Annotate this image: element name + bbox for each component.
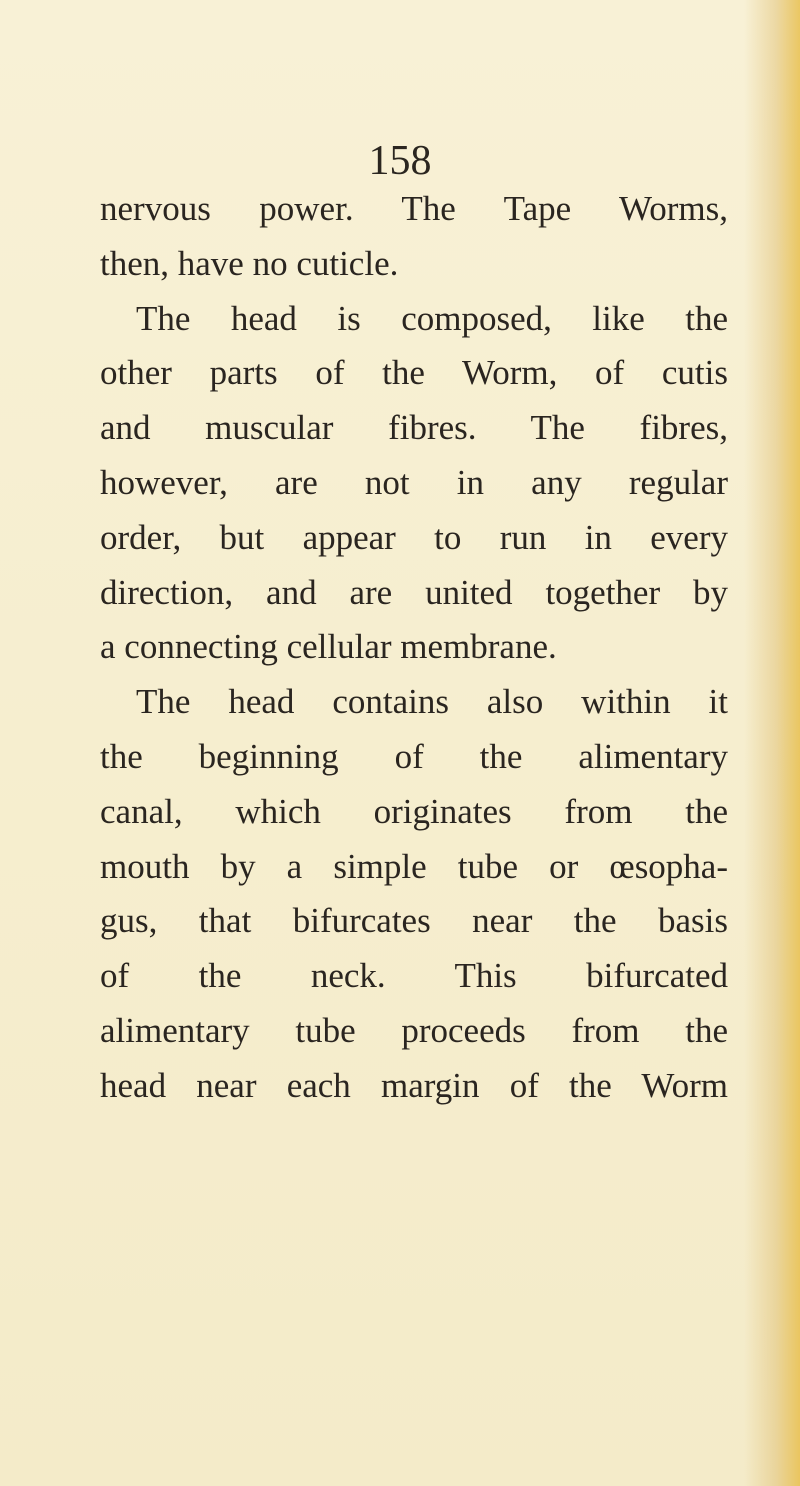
text-line: nervous power. The Tape Worms, (100, 189, 728, 228)
page-number: 158 (368, 138, 432, 184)
text-line: however, are not in any regular (100, 462, 728, 502)
text-line: direction, and are united together by (100, 572, 728, 612)
text-line: other parts of the Worm, of cutis (100, 353, 728, 393)
text-line: alimentary tube proceeds from the (100, 1010, 728, 1050)
text-line: The head contains also within it (136, 682, 728, 722)
text-line: The head is composed, like the (136, 298, 728, 338)
body-text (100, 182, 728, 1114)
text-line: mouth by a simple tube or œsopha- (100, 846, 728, 886)
text-line: head near each margin of the Worm (100, 1065, 728, 1105)
text-line: order, but appear to run in every (100, 517, 728, 557)
text-line: the beginning of the alimentary (100, 736, 728, 776)
text-line: canal, which originates from the (100, 791, 728, 831)
text-line: gus, that bifurcates near the basis (100, 901, 728, 941)
text-line: and muscular fibres. The fibres, (100, 408, 728, 448)
text-line: a connecting cellular membrane. (100, 627, 557, 667)
text-line: then, have no cuticle. (100, 243, 399, 283)
text-line: of the neck. This bifurcated (100, 956, 728, 996)
